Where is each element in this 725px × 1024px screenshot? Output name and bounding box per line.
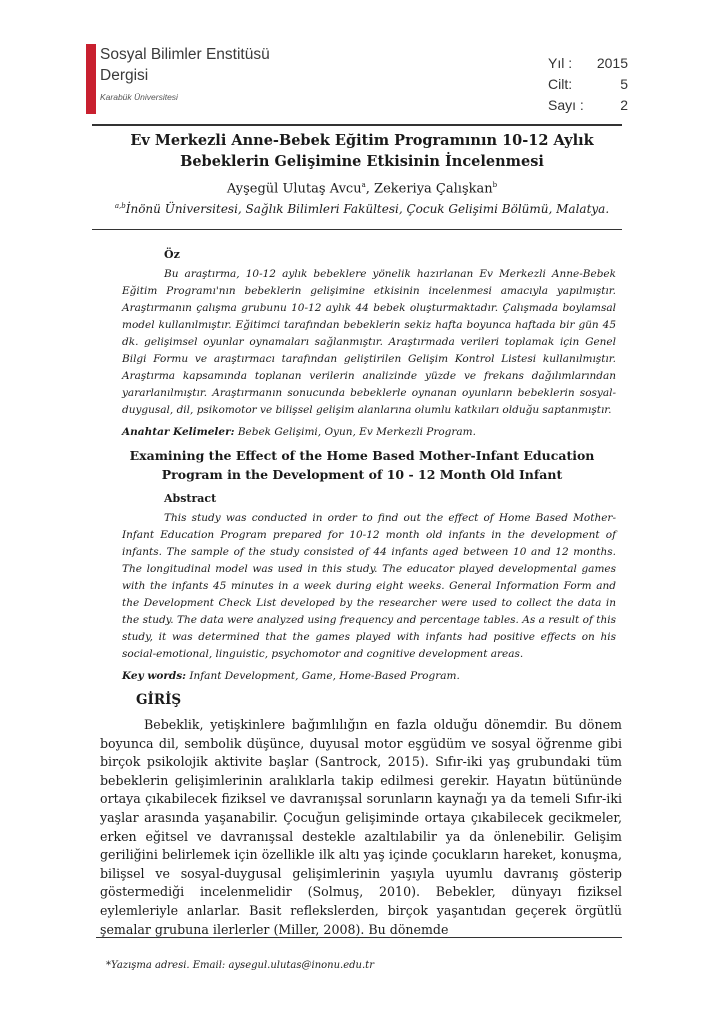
issue-year: Yıl : 2015 <box>548 54 628 71</box>
oz-body: Bu araştırma, 10-12 aylık bebeklere yönelik hazırlanan Ev Merkezli Anne-Bebek Eğitim Programı'nın bebeklerin gelişimine etkisinin incelenmesi amacıyla yapılmıştır. Araştırmanın çalışma grubunu 10-12 aylık 44 bebek oluşturmaktadır. Çalışmada boylamsal model kullanılmıştır. Eğitimci tarafından bebeklerin sekiz hafta boyunca haftada bir gün 45 dk. gelişimsel oyunlar oynamaları sağlanmıştır. Araştırmada verileri toplamak için Genel Bilgi Formu ve araştırmacı tarafından geliştirilen Gelişim Kontrol Listesi kullanılmıştır. Araştırma kapsamında toplanan verilerin analizinde yüzde ve frekans dağılımlarından yararlanılmıştır. Araştırmanın sonucunda bebeklerle oynanan oyunların bebeklerin sosyal-duygusal, dil, psikomotor ve bilişsel gelişim alanlarına olumlu katkıları olduğu saptanmıştır. <box>122 268 616 416</box>
journal-title-line2: Dergisi <box>100 67 149 84</box>
english-title: Examining the Effect of the Home Based Mother-Infant Education Program in the Development of 10 - 12 Month Old Infant <box>129 448 595 482</box>
authors: Ayşegül Ulutaş Avcu$^a$, Zekeriya Çalışkan$^b$ <box>226 181 498 197</box>
issue-volume: Cilt: 5 <box>548 75 628 92</box>
keywords-tr: Anahtar Kelimeler: Bebek Gelişimi, Oyun, Ev Merkezli Program. <box>122 426 476 438</box>
issue-number: Sayı : 2 <box>548 96 628 113</box>
oz-heading: Öz <box>164 248 180 261</box>
footnote-rule <box>96 937 622 938</box>
keywords-en: Key words: Infant Development, Game, Home-Based Program. <box>122 670 460 682</box>
giris-body: Bebeklik, yetişkinlere bağımlılığın en fazla olduğu dönemdir. Bu dönem boyunca dil, sembolik düşünce, duyusal motor eşgüdüm ve sosyal öğrenme gibi birçok psikolojik aktivite başlar (Santrock, 2015). Sıfır-iki yaş grubundaki tüm bebeklerin gelişimlerinin aralıklarla takip edilmesi gerekir. Hayatın bütününde ortaya çıkabilecek fiziksel ve davranışsal sorunların kaynağı ya da temeli Sıfır-iki yaşlar arasında yaşanabilir. Çocuğun gelişiminde ortaya çıkabilecek gecikmeler, erken eğitsel ve davranışsal destekle azaltılabilir ya da önlenebilir. Gelişim geriliğini belirlemek için özellikle ilk altı yaş içinde çocukların hareket, konuşma, bilişsel ve sosyal-duygusal gelişimlerinin yaşıyla uyumlu davranış gösterip göstermediği incelenmelidir (Solmuş, 2010). Bebekler, dünyayı fiziksel eylemleriyle anlarlar. Basit reflekslerden, birçok yaşantıdan geçerek örgütlü şemalar grubuna ilerlerler (Miller, 2008). Bu dönemde <box>100 717 622 937</box>
abstract-body: This study was conducted in order to find out the effect of Home Based Mother-Infant Education Program prepared for 10-12 month old infants in the development of infants. The sample of the study consisted of 44 infants aged between 10 and 12 months. The longitudinal model was used in this study. The educator played developmental games with the infants 45 minutes in a week during eight weeks. General Information Form and the Development Check List developed by the researcher were used to collect the data in the study. The data were analyzed using frequency and percentage tables. As a result of this study, it was determined that the games played with infants had positive effects on his social-emotional, linguistic, psychomotor and cognitive development areas. <box>122 512 616 660</box>
article-title: Ev Merkezli Anne-Bebek Eğitim Programının 10-12 Aylık Bebeklerin Gelişimine Etkisinin İncelenmesi <box>130 132 594 170</box>
author-2: Zekeriya Çalışkan <box>374 181 493 197</box>
journal-university: Karabük Üniversitesi <box>100 92 178 102</box>
footnote: *Yazışma adresi. Email: aysegul.ulutas@inonu.edu.tr <box>106 960 374 971</box>
affiliation: $^{a,b}$İnönü Üniversitesi, Sağlık Bilimleri Fakültesi, Çocuk Gelişimi Bölümü, Malatya. <box>114 202 610 216</box>
header-rule <box>92 124 622 126</box>
journal-title-line1: Sosyal Bilimler Enstitüsü <box>100 46 270 63</box>
journal-logo <box>86 44 318 122</box>
section-heading-giris: GİRİŞ <box>136 692 182 708</box>
author-1: Ayşegül Ulutaş Avcu <box>226 181 362 197</box>
title-rule <box>92 229 622 230</box>
issue-info <box>548 52 628 115</box>
logo-accent-bar <box>86 44 96 114</box>
abstract-heading: Abstract <box>164 492 217 505</box>
